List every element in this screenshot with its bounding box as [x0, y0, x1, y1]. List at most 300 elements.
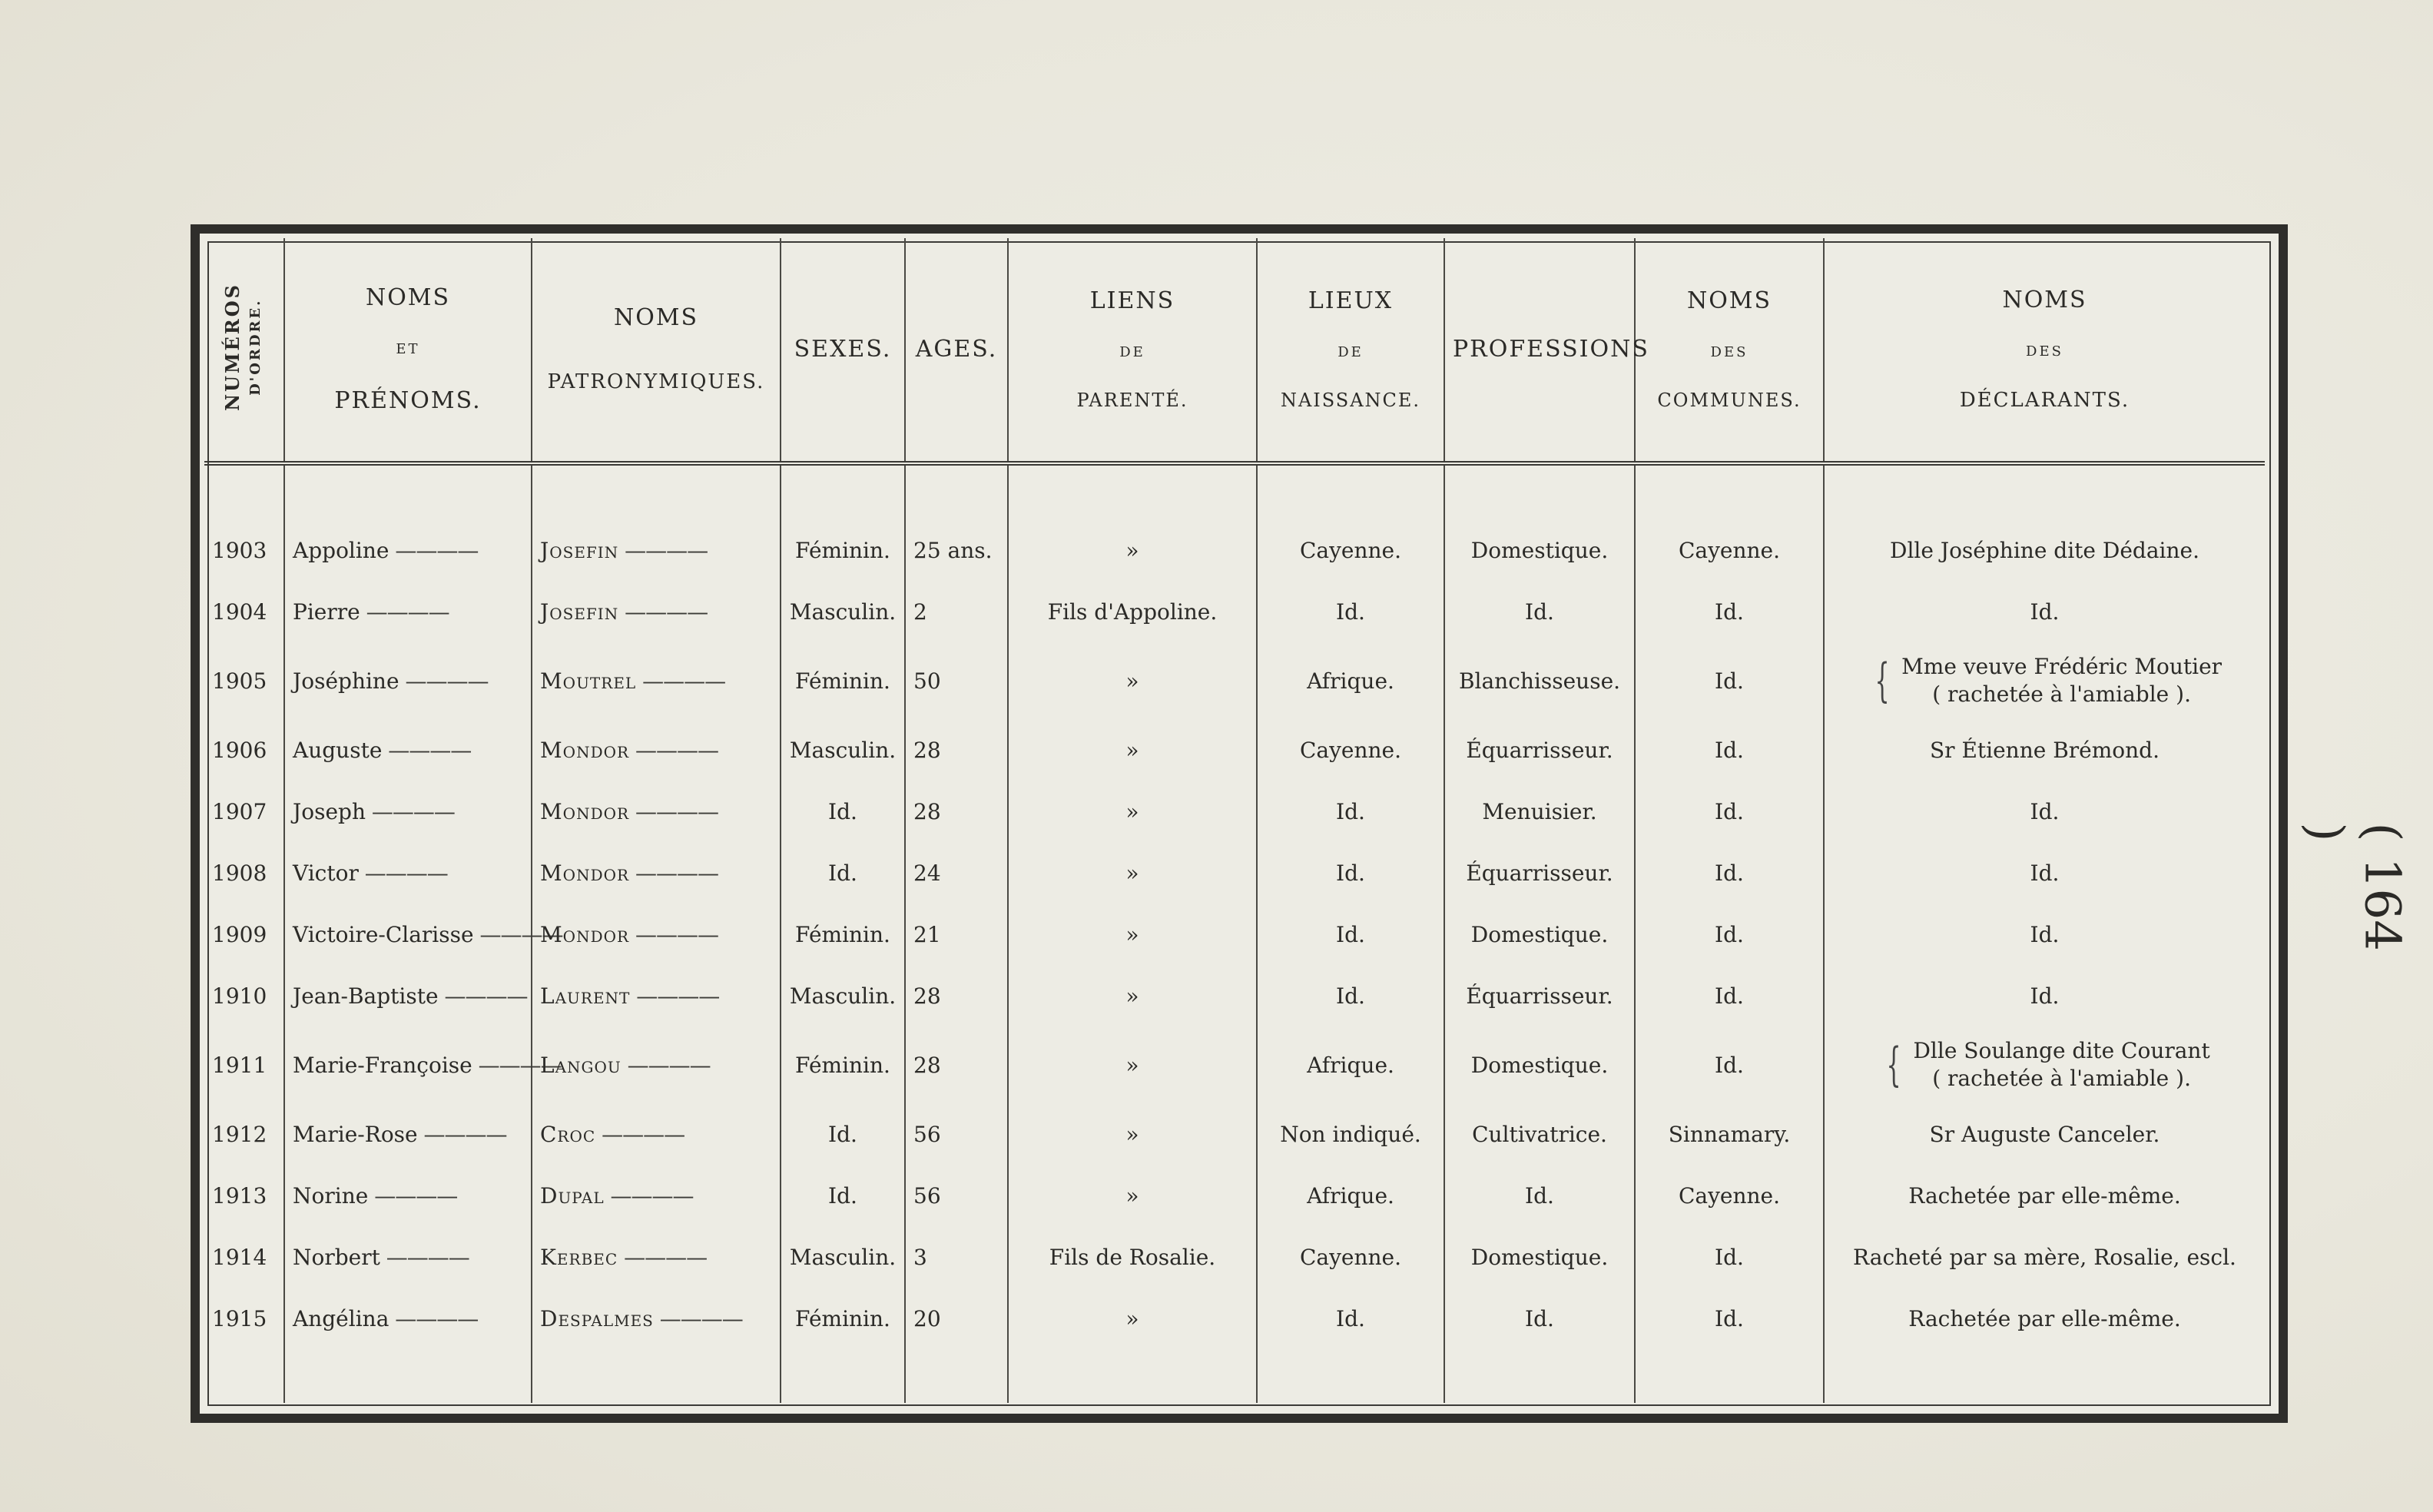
cell-text: Sr Étienne Brémond. [1929, 737, 2160, 763]
cell-birthplace [1257, 1026, 1444, 1103]
table-row [204, 642, 2265, 719]
cell-text: Cayenne. [1299, 737, 1402, 763]
cell-text: Id. [1336, 798, 1365, 824]
cell-text: Mondor [540, 737, 630, 763]
cell-text: Mondor [540, 798, 630, 824]
declarant-line-2: ( rachetée à l'amiable ). [1932, 1066, 2191, 1091]
cell-text: Norine [293, 1182, 369, 1209]
cell-sex [781, 842, 905, 904]
cell-text: » [1125, 1182, 1139, 1209]
cell-declarant [1824, 781, 2265, 842]
cell-text: Non indiqué. [1280, 1121, 1421, 1147]
cell-profession [1444, 1226, 1635, 1288]
cell-text: Josefin [540, 537, 619, 563]
header-patronymiques-top: NOMS [613, 304, 699, 332]
filler-cell [204, 1349, 284, 1403]
header-numeros [204, 238, 284, 463]
header-lieux [1257, 238, 1444, 463]
table-row [204, 463, 2265, 581]
cell-order-number [204, 904, 284, 965]
leader-dash: ———— [629, 860, 718, 886]
cell-text: Id. [1715, 860, 1744, 886]
cell-birthplace [1257, 904, 1444, 965]
filler-cell [1444, 1349, 1635, 1403]
cell-age [905, 1165, 1008, 1226]
header-declarants-bottom: DÉCLARANTS. [1959, 389, 2130, 413]
header-patronymiques-bottom: PATRONYMIQUES. [547, 370, 765, 394]
cell-kinship [1008, 1226, 1257, 1288]
header-declarants-mid: DES [2026, 343, 2063, 360]
cell-profession [1444, 719, 1635, 781]
cell-first-name [284, 1026, 562, 1103]
cell-text: 21 [913, 921, 941, 947]
table-row [204, 781, 2265, 842]
leader-dash: ———— [473, 921, 563, 947]
cell-order-number [204, 781, 284, 842]
header-lieux-bottom: NAISSANCE. [1280, 390, 1421, 412]
cell-declarant [1824, 1288, 2265, 1349]
cell-first-name [284, 1226, 532, 1288]
cell-text: Domestique. [1470, 1052, 1609, 1078]
table-row [204, 1026, 2265, 1103]
cell-text: Angélina [293, 1305, 389, 1331]
cell-text: Id. [1715, 668, 1744, 694]
cell-order-number [204, 719, 284, 781]
cell-text: Id. [1336, 860, 1365, 886]
leader-dash: ———— [618, 537, 708, 563]
cell-text: Id. [2030, 798, 2060, 824]
cell-order-number [204, 1165, 284, 1226]
cell-text: Dlle Joséphine dite Dédaine. [1890, 537, 2199, 563]
cell-family-name [532, 1288, 781, 1349]
cell-text: Id. [1715, 983, 1744, 1009]
header-numeros-text: NUMÉROS D'ORDRE. [220, 282, 264, 411]
cell-text: Domestique. [1470, 921, 1609, 947]
cell-text: 1907 [212, 798, 267, 824]
table-row [204, 581, 2265, 642]
table-row [204, 842, 2265, 904]
cell-text: 1911 [212, 1052, 267, 1078]
cell-first-name [284, 904, 563, 965]
cell-text: Id. [2030, 983, 2060, 1009]
cell-text: 1908 [212, 860, 267, 886]
cell-text: 28 [913, 798, 941, 824]
register-body [204, 463, 2265, 1403]
cell-text: 1904 [212, 598, 267, 625]
cell-declarant [1824, 581, 2265, 642]
cell-sex [781, 965, 905, 1026]
leader-dash: ———— [368, 1182, 458, 1209]
leader-dash: ———— [604, 1182, 694, 1209]
cell-text: Domestique. [1470, 537, 1609, 563]
cell-text: 1906 [212, 737, 267, 763]
cell-family-name [532, 842, 781, 904]
cell-order-number [204, 842, 284, 904]
cell-text: Domestique. [1470, 1244, 1609, 1270]
cell-first-name [284, 463, 532, 581]
declarant-multiline [1913, 1037, 2209, 1093]
leader-dash: ———— [472, 1052, 562, 1078]
cell-birthplace [1257, 1103, 1444, 1165]
cell-profession [1444, 1165, 1635, 1226]
table-row [204, 965, 2265, 1026]
cell-text: » [1125, 921, 1139, 947]
cell-text: Id. [1715, 798, 1744, 824]
cell-age [905, 842, 1008, 904]
cell-text: 1912 [212, 1121, 267, 1147]
cell-text: Féminin. [795, 921, 890, 947]
cell-profession [1444, 781, 1635, 842]
cell-text: Josefin [540, 598, 619, 625]
cell-text: Masculin. [789, 983, 897, 1009]
cell-profession [1444, 1103, 1635, 1165]
cell-text: 28 [913, 1052, 941, 1078]
cell-age [905, 965, 1008, 1026]
cell-kinship [1008, 1103, 1257, 1165]
cell-text: Féminin. [795, 1305, 890, 1331]
cell-birthplace [1257, 1226, 1444, 1288]
cell-family-name [532, 463, 781, 581]
cell-text: 56 [913, 1121, 941, 1147]
cell-text: 1910 [212, 983, 267, 1009]
cell-sex [781, 719, 905, 781]
cell-text: Cultivatrice. [1472, 1121, 1607, 1147]
leader-dash: ———— [399, 668, 489, 694]
declarant-line-1: Dlle Soulange dite Courant [1913, 1037, 2210, 1063]
cell-age [905, 1103, 1008, 1165]
header-liens [1008, 238, 1257, 463]
header-communes-mid: DES [1710, 343, 1749, 360]
cell-sex [781, 642, 905, 719]
table-row [204, 1226, 2265, 1288]
cell-declarant [1824, 904, 2265, 965]
cell-text: Victoire-Clarisse [293, 921, 474, 947]
cell-birthplace [1257, 719, 1444, 781]
register-table [204, 238, 2265, 1403]
cell-kinship [1008, 1288, 1257, 1349]
cell-text: Id. [1336, 1305, 1365, 1331]
cell-text: Laurent [540, 983, 631, 1009]
cell-text: 1913 [212, 1182, 267, 1209]
cell-text: Id. [828, 798, 857, 824]
cell-birthplace [1257, 642, 1444, 719]
header-professions: PROFESSIONS [1444, 238, 1635, 463]
cell-age [905, 904, 1008, 965]
cell-birthplace [1257, 965, 1444, 1026]
filler-row [204, 1349, 2265, 1403]
cell-commune [1635, 781, 1824, 842]
cell-text: 1914 [212, 1244, 267, 1270]
table-row [204, 904, 2265, 965]
cell-text: » [1125, 668, 1139, 694]
cell-kinship [1008, 581, 1257, 642]
cell-text: Équarrisseur. [1466, 737, 1613, 763]
cell-age [905, 463, 1008, 581]
cell-age [905, 719, 1008, 781]
header-patronymiques [532, 238, 781, 463]
cell-text: Fils d'Appoline. [1047, 598, 1218, 625]
cell-sex [781, 463, 905, 581]
cell-text: Menuisier. [1482, 798, 1597, 824]
cell-text: Id. [2030, 598, 2060, 625]
cell-text: Rachetée par elle-même. [1908, 1305, 2181, 1331]
cell-sex [781, 581, 905, 642]
filler-cell [1008, 1349, 1257, 1403]
cell-first-name [284, 719, 532, 781]
cell-text: Sinnamary. [1668, 1121, 1791, 1147]
cell-commune [1635, 581, 1824, 642]
table-row [204, 1288, 2265, 1349]
cell-text: Afrique. [1307, 1182, 1394, 1209]
cell-sex [781, 781, 905, 842]
cell-text: Kerbec [540, 1244, 618, 1270]
cell-order-number [204, 463, 284, 581]
header-communes-top: NOMS [1686, 287, 1772, 314]
cell-text: Fils de Rosalie. [1049, 1244, 1216, 1270]
cell-text: 1905 [212, 668, 267, 694]
cell-kinship [1008, 719, 1257, 781]
cell-age [905, 1226, 1008, 1288]
filler-cell [1824, 1349, 2265, 1403]
cell-text: Victor [293, 860, 359, 886]
cell-text: » [1125, 737, 1139, 763]
cell-sex [781, 904, 905, 965]
cell-text: 20 [913, 1305, 941, 1331]
cell-first-name [284, 1165, 532, 1226]
header-communes [1635, 238, 1824, 463]
cell-profession [1444, 842, 1635, 904]
header-liens-bottom: PARENTÉ. [1076, 390, 1188, 412]
filler-cell [905, 1349, 1008, 1403]
table-row [204, 1103, 2265, 1165]
leader-dash: ———— [438, 983, 528, 1009]
cell-commune [1635, 842, 1824, 904]
header-liens-mid: DE [1119, 343, 1145, 360]
cell-text: Sr Auguste Canceler. [1929, 1121, 2160, 1147]
leader-dash: ———— [358, 860, 448, 886]
cell-text: Despalmes [540, 1305, 654, 1331]
cell-text: Équarrisseur. [1466, 860, 1613, 886]
leader-dash: ———— [653, 1305, 743, 1331]
leader-dash: ———— [365, 798, 455, 824]
header-liens-top: LIENS [1089, 287, 1175, 314]
cell-declarant [1824, 1026, 2265, 1103]
cell-text: Norbert [293, 1244, 380, 1270]
cell-text: Langou [540, 1052, 622, 1078]
cell-commune [1635, 1103, 1824, 1165]
header-lieux-mid: DE [1337, 343, 1364, 360]
leader-dash: ———— [629, 737, 718, 763]
header-noms-prenoms-top: NOMS [365, 284, 451, 312]
filler-cell [781, 1349, 905, 1403]
leader-dash: ———— [630, 983, 720, 1009]
cell-sex [781, 1026, 905, 1103]
cell-kinship [1008, 1165, 1257, 1226]
filler-cell [1257, 1349, 1444, 1403]
cell-text: Id. [2030, 921, 2060, 947]
cell-text: 25 ans. [913, 537, 993, 563]
leader-dash: ———— [380, 1244, 469, 1270]
cell-text: Id. [828, 1182, 857, 1209]
cell-kinship [1008, 642, 1257, 719]
brace-mark: { [1874, 654, 1890, 708]
cell-text: Jean-Baptiste [293, 983, 439, 1009]
cell-kinship [1008, 965, 1257, 1026]
cell-text: Racheté par sa mère, Rosalie, escl. [1853, 1244, 2236, 1270]
cell-profession [1444, 1288, 1635, 1349]
cell-text: Id. [1715, 1244, 1744, 1270]
cell-text: Id. [828, 860, 857, 886]
cell-text: Cayenne. [1299, 1244, 1402, 1270]
table-row [204, 719, 2265, 781]
cell-text: Masculin. [789, 1244, 897, 1270]
cell-family-name [532, 642, 781, 719]
cell-declarant [1824, 719, 2265, 781]
cell-text: Id. [1525, 1305, 1554, 1331]
cell-text: Féminin. [795, 668, 890, 694]
cell-text: Équarrisseur. [1466, 983, 1613, 1009]
cell-text: Marie-Françoise [293, 1052, 472, 1078]
cell-order-number [204, 581, 284, 642]
cell-order-number [204, 1288, 284, 1349]
cell-family-name [532, 1165, 781, 1226]
cell-family-name [532, 781, 781, 842]
cell-text: 28 [913, 983, 941, 1009]
cell-text: 50 [913, 668, 941, 694]
table-row [204, 1165, 2265, 1226]
cell-text: 1915 [212, 1305, 267, 1331]
cell-text: Joséphine [293, 668, 399, 694]
cell-commune [1635, 904, 1824, 965]
register-frame [191, 224, 2288, 1423]
cell-age [905, 1288, 1008, 1349]
cell-order-number [204, 965, 284, 1026]
cell-text: » [1125, 537, 1139, 563]
cell-first-name [284, 781, 532, 842]
header-communes-bottom: COMMUNES. [1657, 390, 1802, 412]
cell-kinship [1008, 781, 1257, 842]
cell-declarant [1824, 1103, 2265, 1165]
cell-text: » [1125, 1052, 1139, 1078]
leader-dash: ———— [636, 668, 726, 694]
declarant-line-1: Mme veuve Frédéric Moutier [1901, 653, 2223, 679]
cell-text: Dupal [540, 1182, 605, 1209]
cell-text: Auguste [293, 737, 383, 763]
cell-kinship [1008, 904, 1257, 965]
cell-profession [1444, 581, 1635, 642]
cell-text: Afrique. [1307, 1052, 1394, 1078]
leader-dash: ———— [382, 737, 472, 763]
cell-declarant [1824, 1165, 2265, 1226]
cell-text: Id. [1715, 1052, 1744, 1078]
cell-first-name [284, 965, 532, 1026]
cell-birthplace [1257, 781, 1444, 842]
cell-first-name [284, 842, 532, 904]
cell-first-name [284, 1103, 532, 1165]
filler-cell [1635, 1349, 1824, 1403]
cell-text: Id. [1715, 1305, 1744, 1331]
leader-dash: ———— [629, 798, 718, 824]
cell-sex [781, 1226, 905, 1288]
cell-age [905, 642, 1008, 719]
cell-text: 28 [913, 737, 941, 763]
cell-text: » [1125, 860, 1139, 886]
leader-dash: ———— [618, 598, 708, 625]
cell-text: 24 [913, 860, 941, 886]
cell-age [905, 581, 1008, 642]
cell-declarant [1824, 842, 2265, 904]
cell-text: Id. [1336, 598, 1365, 625]
cell-order-number [204, 1026, 284, 1103]
cell-text: Id. [1525, 598, 1554, 625]
cell-commune [1635, 642, 1824, 719]
cell-age [905, 781, 1008, 842]
cell-text: Joseph [293, 798, 366, 824]
cell-text: Pierre [293, 598, 360, 625]
leader-dash: ———— [621, 1052, 711, 1078]
declarant-multiline [1901, 653, 2222, 709]
cell-declarant [1824, 642, 2265, 719]
cell-text: Id. [1715, 598, 1744, 625]
cell-text: Id. [1525, 1182, 1554, 1209]
cell-first-name [284, 642, 532, 719]
cell-birthplace [1257, 581, 1444, 642]
cell-text: Blanchisseuse. [1458, 668, 1621, 694]
cell-profession [1444, 965, 1635, 1026]
cell-text: Id. [1336, 983, 1365, 1009]
cell-kinship [1008, 463, 1257, 581]
leader-dash: ———— [417, 1121, 507, 1147]
cell-text: » [1125, 1121, 1139, 1147]
cell-text: » [1125, 1305, 1139, 1331]
leader-dash: ———— [629, 921, 718, 947]
cell-commune [1635, 719, 1824, 781]
cell-family-name [532, 904, 781, 965]
cell-text: Id. [1336, 921, 1365, 947]
cell-family-name [532, 965, 781, 1026]
cell-text: 1909 [212, 921, 267, 947]
header-noms-prenoms-bottom: PRÉNOMS. [334, 386, 482, 414]
cell-declarant [1824, 463, 2265, 581]
cell-birthplace [1257, 463, 1444, 581]
cell-kinship [1008, 842, 1257, 904]
cell-birthplace [1257, 1165, 1444, 1226]
filler-cell [532, 1349, 781, 1403]
cell-text: Marie-Rose [293, 1121, 418, 1147]
cell-text: Id. [1715, 921, 1744, 947]
cell-text: Mondor [540, 860, 630, 886]
cell-text: Féminin. [795, 1052, 890, 1078]
cell-family-name [532, 1026, 781, 1103]
cell-text: Féminin. [795, 537, 890, 563]
cell-text: Croc [540, 1121, 596, 1147]
cell-commune [1635, 965, 1824, 1026]
cell-family-name [532, 719, 781, 781]
header-noms-prenoms-mid: ET [396, 341, 420, 358]
cell-age [905, 1026, 1008, 1103]
cell-order-number [204, 1226, 284, 1288]
cell-birthplace [1257, 842, 1444, 904]
cell-text: » [1125, 798, 1139, 824]
cell-text: 2 [913, 598, 927, 625]
cell-commune [1635, 1026, 1824, 1103]
cell-profession [1444, 642, 1635, 719]
cell-declarant [1824, 1226, 2265, 1288]
cell-text: 1903 [212, 537, 267, 563]
cell-profession [1444, 904, 1635, 965]
cell-text: Id. [828, 1121, 857, 1147]
cell-profession [1444, 1026, 1635, 1103]
